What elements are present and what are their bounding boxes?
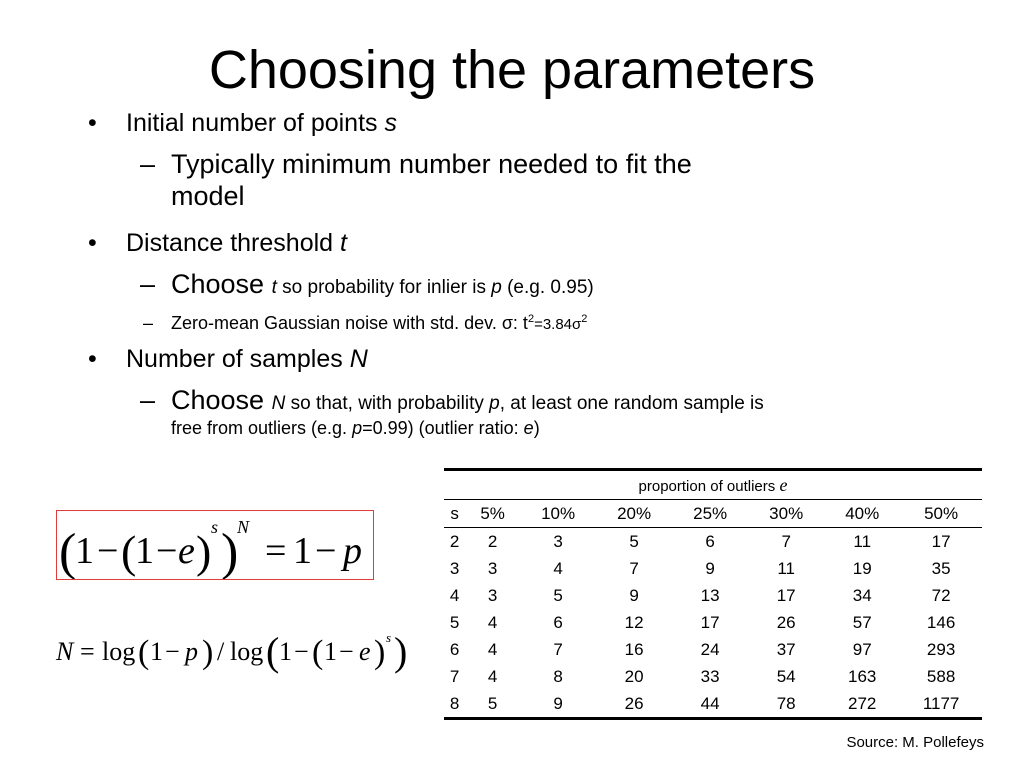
exponent-n: N <box>237 517 250 537</box>
sample-count-formula <box>54 622 414 674</box>
ransac-probability-formula <box>56 510 374 580</box>
formula-n: N <box>56 637 74 666</box>
column-header: 5% <box>465 500 520 528</box>
formula-minus: − <box>165 637 180 666</box>
table-cell: 20 <box>624 666 644 686</box>
table-cell: 35 <box>931 558 951 578</box>
formula-one: 1 <box>293 530 312 572</box>
table-cell: 4 <box>487 639 498 659</box>
table-cell: 13 <box>700 585 720 605</box>
formula-svg <box>57 511 373 579</box>
formula-equals: = <box>80 637 95 666</box>
big-paren-close: ) <box>394 629 408 674</box>
table-row <box>444 690 982 719</box>
slide-title: Choosing the parameters <box>208 40 816 100</box>
formula-one: 1 <box>279 637 292 666</box>
var-p: p <box>491 277 502 298</box>
column-header: 30% <box>748 500 824 528</box>
table-cell: 11 <box>777 558 795 578</box>
source-credit: Source: M. Pollefeys <box>846 734 984 751</box>
table-cell: 34 <box>852 585 872 605</box>
formula-one: 1 <box>324 637 337 666</box>
table-cell: 3 <box>553 531 563 551</box>
formula-log: log <box>230 637 264 666</box>
formula-p: p <box>343 530 362 572</box>
big-paren-open: ( <box>266 629 280 674</box>
table-cell: 5 <box>553 585 563 605</box>
table-cell: 17 <box>931 531 951 551</box>
formula-svg <box>54 622 414 674</box>
formula-equals: = <box>265 530 287 572</box>
table-cell: 24 <box>700 639 720 659</box>
formula-minus: − <box>294 637 309 666</box>
table-row <box>444 528 982 556</box>
column-header: 10% <box>520 500 596 528</box>
paren-close: ) <box>374 634 386 671</box>
table-row <box>444 582 982 609</box>
choose-word: Choose <box>171 269 265 299</box>
subbullet-text: , at least one random sample is <box>499 393 764 414</box>
table-cell: 7 <box>629 558 639 578</box>
outlier-samples-table <box>444 468 982 720</box>
formula-e: e <box>359 637 371 666</box>
formula-one: 1 <box>150 637 163 666</box>
table-cell: 8 <box>553 666 563 686</box>
table-cell: 3 <box>449 558 460 578</box>
table-cell: 5 <box>465 690 520 719</box>
table-cell: 6 <box>705 531 715 551</box>
paren-close: ) <box>202 634 214 671</box>
subbullet-text: free from outliers (e.g. <box>171 418 353 438</box>
column-header: 25% <box>672 500 748 528</box>
table-cell: 17 <box>700 612 720 632</box>
table-cell: 7 <box>781 531 791 551</box>
table-cell: 57 <box>852 612 872 632</box>
bullet-text: Number of samples <box>126 345 350 373</box>
table-cell: 19 <box>852 558 872 578</box>
superscript: 2 <box>527 313 535 325</box>
bullet-marker: • <box>88 345 97 373</box>
bullet-marker: • <box>88 109 97 137</box>
paren-open: ( <box>121 526 137 577</box>
table-cell: 7 <box>449 666 460 686</box>
subbullet-line-1: Typically minimum number needed to fit the <box>171 149 692 179</box>
subbullet-text: so that, with probability <box>285 393 490 414</box>
var-n: N <box>271 393 286 414</box>
formula-slash: / <box>217 637 225 666</box>
table-cell: 44 <box>672 690 748 719</box>
dash-marker: – <box>143 313 154 333</box>
bullet-text: Distance threshold <box>126 229 341 257</box>
table-cell: 4 <box>553 558 563 578</box>
formula-one: 1 <box>75 530 94 572</box>
table-cell: 33 <box>700 666 720 686</box>
table-cell: 2 <box>487 531 498 551</box>
table-cell: 4 <box>449 585 460 605</box>
table-cell: 37 <box>776 639 796 659</box>
table-cell: 16 <box>624 639 644 659</box>
var-t: t <box>271 277 277 298</box>
table-cell: 54 <box>776 666 796 686</box>
formula-minus: − <box>97 530 119 572</box>
formula-minus: − <box>315 530 337 572</box>
table-row <box>444 663 982 690</box>
dash-marker: – <box>140 385 156 415</box>
dash-marker: – <box>140 149 156 179</box>
table-column-header-row <box>444 500 982 528</box>
table-cell: 26 <box>596 690 672 719</box>
table-cell: 17 <box>776 585 796 605</box>
var-t: t <box>340 229 347 257</box>
table-header-cell <box>444 470 982 500</box>
subbullet-line-2: model <box>171 181 245 211</box>
var-s: s <box>384 109 397 137</box>
table-cell: 146 <box>926 612 956 632</box>
table-row <box>444 555 982 582</box>
table-cell: 3 <box>487 585 498 605</box>
table-cell: 5 <box>629 531 639 551</box>
table-header-var: e <box>779 474 788 495</box>
formula-one: 1 <box>135 530 154 572</box>
exponent-s: s <box>211 517 219 537</box>
dash-marker: – <box>140 269 156 299</box>
choose-word: Choose <box>171 385 265 415</box>
paren-open: ( <box>312 634 324 671</box>
table-cell: 4 <box>487 666 498 686</box>
table-cell: 3 <box>487 558 498 578</box>
subbullet-text: ) <box>533 418 540 438</box>
superscript: 2 <box>581 313 588 325</box>
table-cell: 26 <box>776 612 796 632</box>
table-cell: 5 <box>449 612 460 632</box>
bullet-text: Initial number of points <box>126 109 385 137</box>
column-header: 20% <box>596 500 672 528</box>
noise-text: Zero-mean Gaussian noise with std. dev. σ: t <box>171 313 528 333</box>
column-header: 40% <box>824 500 900 528</box>
table-cell: 1177 <box>900 690 982 719</box>
table-cell: 163 <box>848 666 877 686</box>
formula-minus: − <box>339 637 354 666</box>
subbullet-text: (e.g. 0.95) <box>501 277 594 298</box>
bullet-marker: • <box>88 229 97 257</box>
table-cell: 272 <box>824 690 900 719</box>
noise-text: =3.84σ <box>534 316 582 333</box>
exponent-s: s <box>386 630 392 645</box>
table-cell: 9 <box>629 585 639 605</box>
table-row <box>444 609 982 636</box>
subbullet-text: =0.99) (outlier ratio: <box>362 418 524 438</box>
formula-log: log <box>102 637 136 666</box>
table-cell: 293 <box>926 639 956 659</box>
column-header: s <box>444 500 465 528</box>
paren-close: ) <box>196 526 212 577</box>
subbullet-text: so probability for inlier is <box>276 277 492 298</box>
table-header-row <box>444 470 982 500</box>
table-cell: 4 <box>487 612 498 632</box>
table-cell: 72 <box>931 585 951 605</box>
var-n: N <box>349 345 368 373</box>
big-paren-open: ( <box>59 524 77 579</box>
var-e: e <box>523 418 534 438</box>
table-header-text: proportion of outliers <box>638 477 780 495</box>
table-cell: 7 <box>553 639 563 659</box>
table-cell: 6 <box>449 639 460 659</box>
table-cell: 9 <box>705 558 715 578</box>
table-cell: 2 <box>449 531 460 551</box>
table-cell: 588 <box>926 666 956 686</box>
table-cell: 6 <box>553 612 563 632</box>
table-cell: 11 <box>853 531 872 551</box>
column-header: 50% <box>900 500 982 528</box>
table-cell: 78 <box>748 690 824 719</box>
table-cell: 12 <box>624 612 644 632</box>
formula-e: e <box>178 530 195 572</box>
table-cell: 97 <box>852 639 872 659</box>
table-row <box>444 636 982 663</box>
var-p: p <box>352 418 363 438</box>
paren-open: ( <box>138 634 150 671</box>
var-p: p <box>489 393 500 414</box>
table-cell: 9 <box>520 690 596 719</box>
formula-minus: − <box>156 530 178 572</box>
formula-p: p <box>185 637 198 666</box>
big-paren-close: ) <box>221 524 239 579</box>
table-cell: 8 <box>444 690 465 719</box>
